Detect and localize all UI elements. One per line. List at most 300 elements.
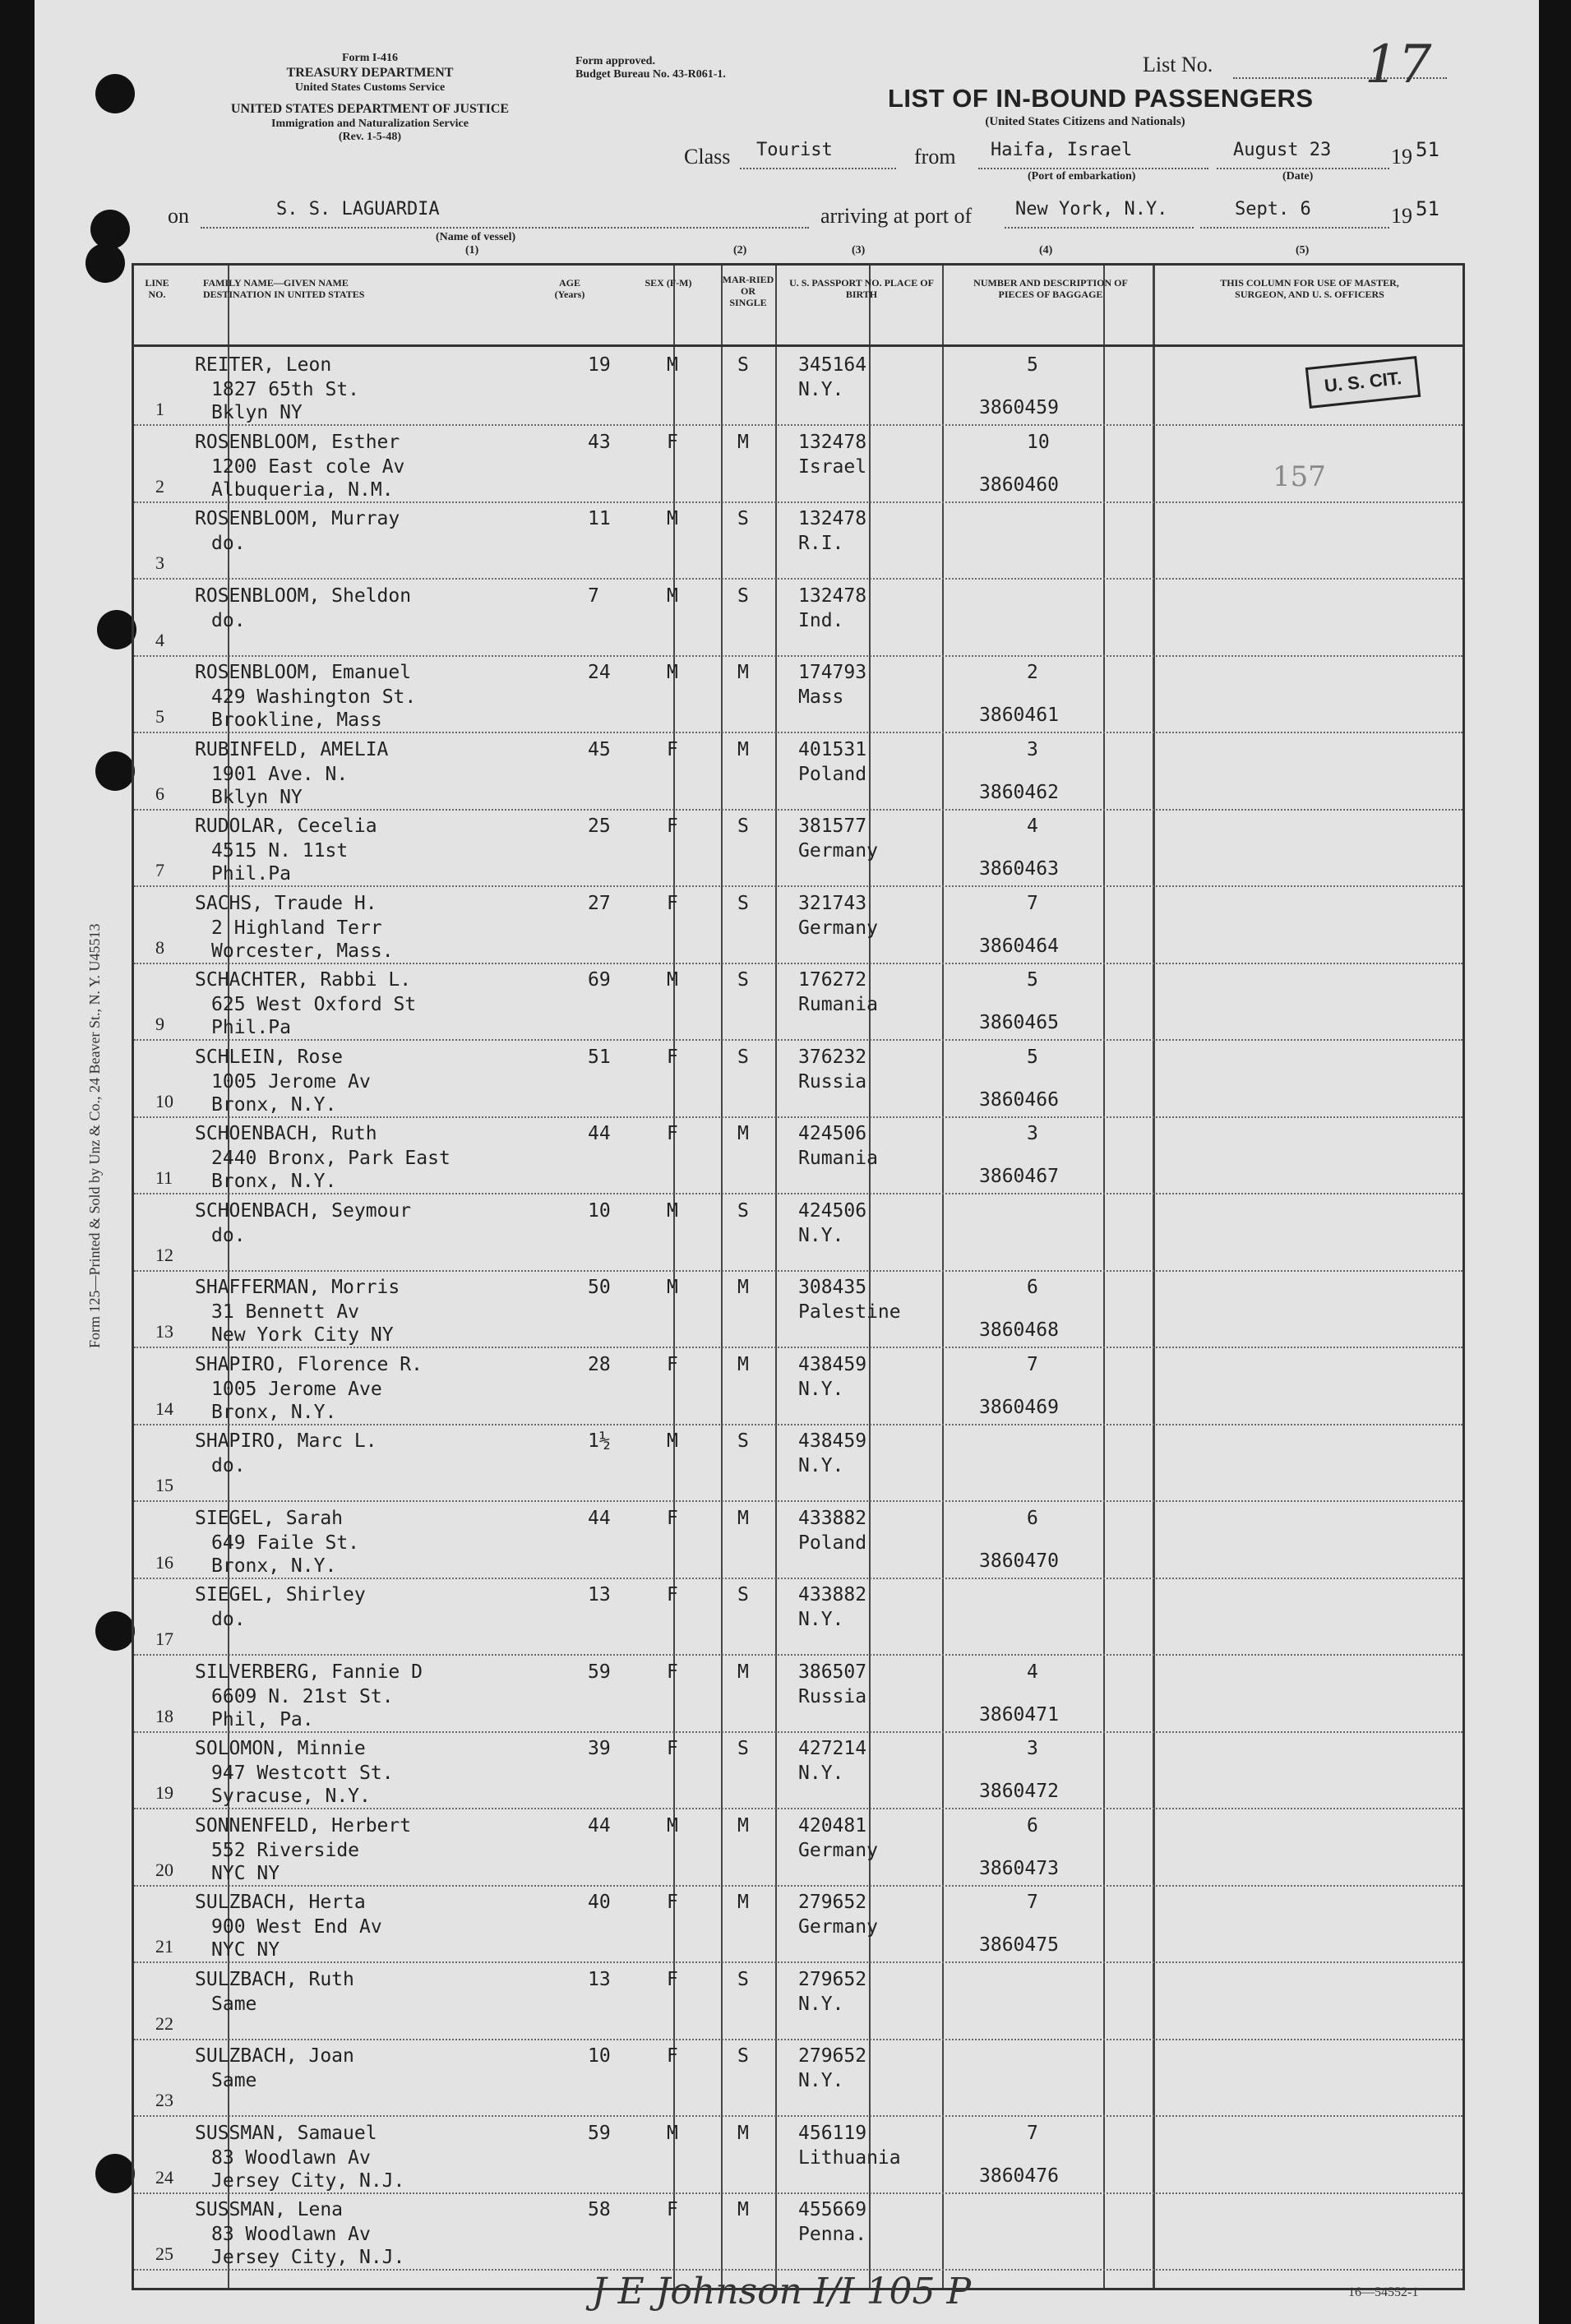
date-caption: (Date) [1282,170,1314,183]
baggage-tag: 3860466 [979,1088,1059,1111]
baggage-pieces: 7 [1027,892,1038,914]
passport-number: 132478 [798,431,867,453]
table-row [134,1270,1462,1348]
address-line-1: 1005 Jerome Ave [211,1378,382,1400]
form-revision: (Rev. 1-5-48) [338,131,402,143]
passport-number: 279652 [798,1892,867,1913]
line-number: 20 [155,1859,173,1880]
age-value: 50 [588,1277,611,1298]
passport-col-number: (3) [852,244,866,256]
marital-status: S [737,1199,749,1222]
baggage-pieces: 3 [1027,1123,1038,1144]
table-row [134,655,1462,733]
passenger-name: SHAFFERMAN, Morris [195,1277,400,1298]
on-label: on [168,204,189,228]
place-of-birth: N.Y. [798,2070,844,2091]
passenger-name: SHAPIRO, Marc L. [195,1430,377,1452]
place-of-birth: Israel [798,455,867,478]
address-line-1: 947 Westcott St. [211,1763,394,1784]
sex-value: M [667,584,678,607]
baggage-pieces: 5 [1027,1046,1038,1068]
printer-imprint: Form 125—Printed & Sold by Unz & Co., 24 Beaver St., N. Y. U45513 [86,923,103,1348]
passenger-name: SOLOMON, Minnie [195,1738,366,1759]
age-value: 39 [588,1738,611,1759]
baggage-pieces: 7 [1027,1892,1038,1913]
address-line-1: 1827 65th St. [211,379,360,400]
passport-number: 455669 [798,2199,867,2220]
table-row [134,886,1462,964]
passenger-table [132,263,1465,2290]
marital-status: S [737,2045,749,2067]
sex-value: F [667,1968,678,1990]
place-of-birth: Germany [798,1916,878,1938]
passenger-name: SCHLEIN, Rose [195,1046,344,1068]
table-row [134,1962,1462,2040]
marital-status: M [737,1507,749,1529]
list-no-label: List No. [1143,53,1213,76]
place-of-birth: N.Y. [798,1378,844,1400]
place-of-birth: Poland [798,1532,867,1554]
passenger-name: SCHOENBACH, Seymour [195,1199,412,1222]
age-value: 25 [588,815,611,837]
passport-number: 401531 [798,738,867,760]
age-value: 40 [588,1892,611,1913]
age-value: 7 [588,584,599,607]
passenger-name: SONNENFELD, Herbert [195,1814,412,1837]
passport-number: 433882 [798,1507,867,1529]
passport-number: 381577 [798,815,867,837]
passport-number: 132478 [798,584,867,607]
col-age: AGE (Years) [554,277,585,300]
address-line-1: do. [211,533,246,554]
marital-status: M [737,1892,749,1913]
line-number: 9 [155,1014,164,1034]
address-line-1: 1200 East cole Av [211,455,405,478]
line-number: 7 [155,860,164,880]
address-line-1: 429 Washington St. [211,686,417,708]
arriving-label: arriving at port of [820,204,973,228]
line-number: 13 [155,1321,173,1342]
marital-status: S [737,815,749,837]
passenger-name: SUSSMAN, Lena [195,2199,344,2220]
address-line-1: do. [211,1224,246,1246]
age-value: 10 [588,1199,611,1222]
line-number: 15 [155,1475,173,1495]
passenger-name: ROSENBLOOM, Sheldon [195,584,412,607]
col-passport: U. S. PASSPORT NO. PLACE OF BIRTH [789,277,934,300]
passport-number: 176272 [798,969,867,991]
baggage-pieces: 3 [1027,738,1038,760]
baggage-pieces: 7 [1027,2122,1038,2144]
passenger-name: SIEGEL, Shirley [195,1584,366,1606]
marital-status: M [737,2199,749,2220]
table-row [134,809,1462,887]
line-number: 11 [155,1167,173,1188]
passport-number: 424506 [798,1199,867,1222]
marital-status: S [737,1430,749,1452]
address-line-2: Bronx, N.Y. [211,1401,337,1423]
place-of-birth: Germany [798,917,878,939]
table-row [134,1040,1462,1118]
marital-status: S [737,584,749,607]
passenger-name: ROSENBLOOM, Emanuel [195,662,412,683]
baggage-pieces: 6 [1027,1814,1038,1837]
passport-number: 345164 [798,354,867,376]
sex-value: M [667,1814,678,1837]
place-of-birth: N.Y. [798,1993,844,2015]
page-subtitle: (United States Citizens and Nationals) [985,115,1185,128]
table-row [134,1731,1462,1809]
from-value: Haifa, Israel [991,140,1133,160]
marital-status: S [737,892,749,914]
age-value: 24 [588,662,611,683]
address-line-1: Same [211,2070,257,2091]
address-line-1: Same [211,1993,257,2015]
line-number: 23 [155,2090,173,2110]
age-value: 44 [588,1123,611,1144]
passenger-name: RUBINFELD, AMELIA [195,738,389,760]
sex-value: M [667,1199,678,1222]
place-of-birth: Lithuania [798,2146,901,2169]
baggage-tag: 3860470 [979,1550,1059,1572]
baggage-tag: 3860472 [979,1781,1059,1802]
table-row [134,348,1462,426]
passport-number: 376232 [798,1046,867,1068]
marital-status: M [737,738,749,760]
place-of-birth: Ind. [798,609,844,631]
address-line-1: do. [211,1455,246,1476]
marital-status: S [737,969,749,991]
baggage-tag: 3860473 [979,1857,1059,1879]
vessel-name: S. S. LAGUARDIA [276,199,440,219]
passenger-name: SACHS, Traude H. [195,892,377,914]
address-line-2: Phil, Pa. [211,1708,314,1730]
baggage-tag: 3860460 [979,474,1059,496]
address-line-1: 31 Bennett Av [211,1301,360,1323]
sex-value: F [667,1738,678,1759]
line-number: 10 [155,1090,173,1111]
line-number: 12 [155,1244,173,1265]
sex-value: F [667,431,678,453]
table-row [134,2192,1462,2271]
justice-dept: UNITED STATES DEPARTMENT OF JUSTICE [230,102,510,116]
baggage-pieces: 4 [1027,1661,1038,1683]
binder-hole [95,751,135,791]
place-of-birth: Mass [798,686,844,708]
marital-status: M [737,1814,749,1837]
col-sex: SEX (F-M) [645,277,692,289]
vessel-line [201,227,809,229]
year-1: 51 [1416,138,1439,161]
binder-hole [95,1611,135,1651]
passenger-name: SIEGEL, Sarah [195,1507,344,1529]
marital-status: M [737,1277,749,1298]
place-of-birth: R.I. [798,533,844,554]
passport-number: 386507 [798,1661,867,1683]
age-value: 44 [588,1814,611,1837]
age-value: 1½ [588,1430,611,1452]
binder-hole [95,2154,135,2193]
address-line-1: 649 Faile St. [211,1532,360,1554]
baggage-pieces: 6 [1027,1277,1038,1298]
place-of-birth: N.Y. [798,1609,844,1630]
baggage-tag: 3860469 [979,1396,1059,1418]
sex-value: M [667,508,678,529]
footer-code: 16—54552-1 [1348,2285,1419,2299]
address-line-2: Jersey City, N.J. [211,2169,405,2192]
table-row [134,1501,1462,1579]
from-label: from [914,145,956,169]
passenger-name: SCHACHTER, Rabbi L. [195,969,412,991]
line-number: 4 [155,629,164,650]
place-of-birth: N.Y. [798,1224,844,1246]
arrival-date-line [1200,227,1389,229]
page-title: LIST OF IN-BOUND PASSENGERS [888,84,1314,113]
age-value: 19 [588,354,611,376]
table-row [134,2116,1462,2194]
table-row [134,963,1462,1041]
passport-number: 308435 [798,1277,867,1298]
address-line-1: do. [211,609,246,631]
sex-value: F [667,1046,678,1068]
marital-status: S [737,1584,749,1606]
sex-value: M [667,662,678,683]
vessel-caption: (Name of vessel) [436,231,516,243]
address-line-1: 1005 Jerome Av [211,1070,371,1093]
passenger-name: ROSENBLOOM, Esther [195,431,400,453]
line-number: 14 [155,1398,173,1419]
baggage-col-number: (4) [1039,244,1053,256]
place-of-birth: Germany [798,840,878,862]
baggage-pieces: 3 [1027,1738,1038,1759]
customs-service: United States Customs Service [294,81,446,94]
sex-value: F [667,1892,678,1913]
address-line-2: Bklyn NY [211,786,303,808]
treasury-dept: TREASURY DEPARTMENT [286,66,454,80]
passport-number: 132478 [798,508,867,529]
embarkation-caption: (Port of embarkation) [1028,170,1136,183]
sex-value: F [667,815,678,837]
passenger-name: REITER, Leon [195,354,332,376]
address-line-2: Bklyn NY [211,402,303,423]
passport-number: 321743 [798,892,867,914]
baggage-tag: 3860462 [979,781,1059,803]
officers-col-number: (5) [1296,244,1310,256]
passenger-name: SULZBACH, Herta [195,1892,366,1913]
address-line-1: 552 Riverside [211,1839,360,1861]
address-line-2: Brookline, Mass [211,709,382,731]
passport-number: 279652 [798,1968,867,1990]
line-number: 2 [155,475,164,497]
sex-value: F [667,1353,678,1375]
place-of-birth: N.Y. [798,1763,844,1784]
age-value: 43 [588,431,611,453]
place-of-birth: N.Y. [798,379,844,400]
address-line-2: Bronx, N.Y. [211,1555,337,1577]
sex-value: M [667,1430,678,1452]
place-of-birth: Palestine [798,1301,901,1323]
marital-status: S [737,1968,749,1990]
age-value: 13 [588,1968,611,1990]
sex-value: F [667,738,678,760]
col-name: FAMILY NAME—GIVEN NAME DESTINATION IN UNITED STATES [203,277,365,300]
baggage-tag: 3860475 [979,1934,1059,1956]
address-line-1: 625 West Oxford St [211,994,417,1015]
place-of-birth: Poland [798,763,867,785]
sex-value: F [667,892,678,914]
baggage-pieces: 5 [1027,354,1038,376]
sex-value: F [667,1584,678,1606]
line-number: 25 [155,2243,173,2264]
address-line-2: Worcester, Mass. [211,940,394,962]
baggage-tag: 3860465 [979,1012,1059,1033]
passenger-name: ROSENBLOOM, Murray [195,508,400,529]
marital-status: M [737,1661,749,1683]
sex-value: M [667,354,678,376]
inspector-signature: J E Johnson I/I 105 P [592,2271,972,2312]
marital-status: M [737,1353,749,1375]
address-line-1: 2440 Bronx, Park East [211,1148,451,1169]
address-line-1: do. [211,1609,246,1630]
list-no-value: 17 [1365,35,1432,95]
baggage-tag: 3860467 [979,1166,1059,1187]
address-line-1: 83 Woodlawn Av [211,2146,371,2169]
baggage-tag: 3860461 [979,705,1059,726]
vessel-col-number: (1) [465,244,479,256]
age-value: 27 [588,892,611,914]
ins-service: Immigration and Naturalization Service [271,118,469,130]
binder-hole [95,74,135,113]
sex-value: M [667,969,678,991]
col-married: MAR-RIED OR SINGLE [722,274,774,308]
table-row [134,425,1462,503]
table-row [134,1578,1462,1656]
table-row [134,732,1462,811]
table-row [134,1809,1462,1887]
passport-number: 427214 [798,1738,867,1759]
baggage-tag: 3860476 [979,2165,1059,2187]
passport-number: 438459 [798,1353,867,1375]
place-of-birth: N.Y. [798,1455,844,1476]
sex-value: F [667,2199,678,2220]
place-of-birth: Russia [798,1070,867,1093]
address-line-2: Phil.Pa [211,863,291,885]
line-number: 6 [155,783,164,804]
baggage-pieces: 6 [1027,1507,1038,1529]
age-value: 59 [588,1661,611,1683]
address-line-2: NYC NY [211,1939,280,1961]
line-number: 3 [155,552,164,573]
form-approved: Form approved. [575,55,655,67]
line-number: 18 [155,1705,173,1726]
line-number: 16 [155,1551,173,1573]
address-line-2: Phil.Pa [211,1017,291,1038]
age-value: 44 [588,1507,611,1529]
marital-status: S [737,508,749,529]
age-value: 51 [588,1046,611,1068]
table-row [134,501,1462,580]
place-of-birth: Penna. [798,2224,867,2245]
line-number: 24 [155,2166,173,2188]
address-line-2: Jersey City, N.J. [211,2247,405,2268]
age-value: 28 [588,1353,611,1375]
baggage-tag: 3860471 [979,1703,1059,1726]
address-line-1: 900 West End Av [211,1916,382,1938]
table-row [134,1655,1462,1733]
age-value: 69 [588,969,611,991]
address-line-2: Albuqueria, N.M. [211,478,394,501]
embark-date: August 23 [1233,140,1332,160]
marital-status: M [737,431,749,453]
year-prefix-2: 19 [1391,204,1412,228]
address-line-1: 2 Highland Terr [211,917,382,939]
age-value: 11 [588,508,611,529]
age-value: 59 [588,2122,611,2144]
marital-status: M [737,2122,749,2144]
class-line [740,168,896,169]
line-number: 8 [155,936,164,958]
baggage-pieces: 2 [1027,662,1038,683]
line-number: 22 [155,2012,173,2034]
place-of-birth: Rumania [798,1148,878,1169]
passport-number: 174793 [798,662,867,683]
passport-number: 420481 [798,1814,867,1837]
passenger-name: SULZBACH, Ruth [195,1968,354,1990]
baggage-tag: 3860468 [979,1319,1059,1341]
passenger-name: SULZBACH, Joan [195,2045,354,2067]
marital-status: S [737,354,749,376]
sex-value: F [667,1123,678,1144]
address-line-1: 1901 Ave. N. [211,763,349,785]
baggage-pieces: 7 [1027,1353,1038,1375]
arrival-port: New York, N.Y. [1015,199,1168,219]
stamp-number: 157 [1273,460,1326,493]
sex-value: M [667,2122,678,2144]
address-line-1: 4515 N. 11st [211,840,349,862]
passenger-name: SILVERBERG, Fannie D [195,1661,423,1683]
year-prefix-1: 19 [1391,145,1412,169]
passport-number: 438459 [798,1430,867,1452]
year-2: 51 [1416,197,1439,220]
passenger-name: SHAPIRO, Florence R. [195,1353,423,1375]
address-line-2: Bronx, N.Y. [211,1171,337,1192]
age-value: 58 [588,2199,611,2220]
class-label: Class [684,145,731,169]
address-line-2: NYC NY [211,1862,280,1884]
col-baggage: NUMBER AND DESCRIPTION OF PIECES OF BAGGAGE [973,277,1128,300]
sex-value: M [667,1277,678,1298]
passenger-name: SCHOENBACH, Ruth [195,1123,377,1144]
line-number: 5 [155,706,164,727]
table-row [134,1194,1462,1272]
table-row [134,579,1462,657]
budget-bureau: Budget Bureau No. 43-R061-1. [575,68,726,81]
line-number: 19 [155,1782,173,1803]
line-number: 17 [155,1629,173,1649]
address-line-2: New York City NY [211,1324,394,1346]
class-value: Tourist [756,140,833,160]
address-line-2: Syracuse, N.Y. [211,1786,371,1807]
address-line-1: 83 Woodlawn Av [211,2224,371,2245]
table-row [134,2039,1462,2117]
baggage-tag: 3860464 [979,935,1059,957]
citizen-stamp: U. S. CIT. [1305,356,1421,409]
baggage-pieces: 4 [1027,815,1038,837]
address-line-2: Bronx, N.Y. [211,1093,337,1116]
binder-hole [97,610,136,649]
passport-number: 424506 [798,1123,867,1144]
baggage-tag: 3860459 [979,397,1059,418]
